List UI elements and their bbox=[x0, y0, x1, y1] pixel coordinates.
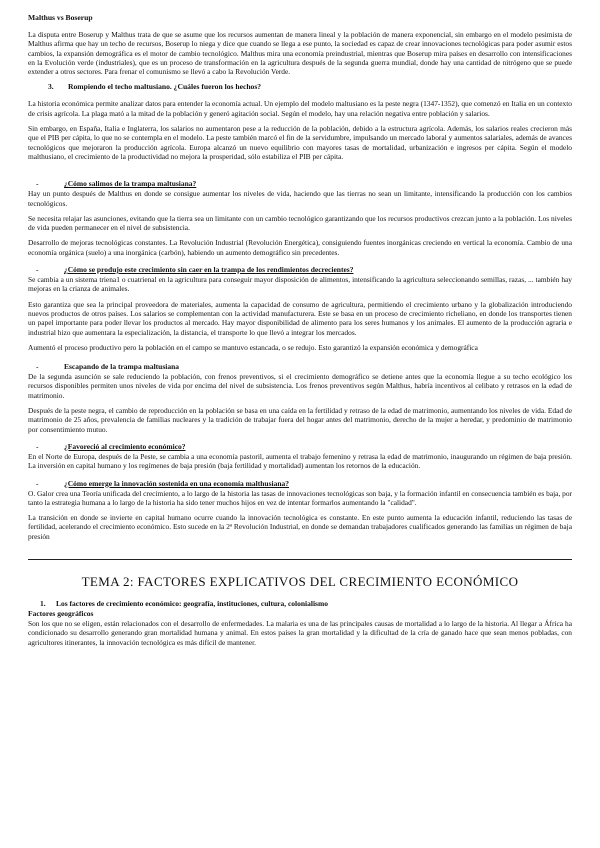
paragraph: Hay un punto después de Malthus en donde se consigue aumentar los niveles de vida, haciendo que las tierras no sean un limitante, intensificando la producción con los cambios tecnológicos. bbox=[28, 189, 572, 208]
subheading-factores-geograficos: Factores geográficos bbox=[28, 608, 94, 618]
question-heading-3 bbox=[36, 362, 572, 371]
paragraph: Aumentó el proceso productivo pero la población en el campo se mantuvo estancada, o se redujo. Esto garantizó la expansión económica y demográfica bbox=[28, 342, 478, 352]
question-heading-5 bbox=[36, 479, 572, 488]
paragraph: O. Galor crea una Teoría unificada del crecimiento, a lo largo de la historia las tasas de innovaciones tecnológicas son baja, y la formación infantil en consecuencia también es baja, por tanto la estrategia humana a lo largo de la historia ha sido tener muchos hijos en vez de intentar formarlos aumentando la "calidad". bbox=[28, 488, 572, 507]
question-heading-text: ¿Cómo salimos de la trampa maltusiana? bbox=[64, 179, 197, 189]
bullet-dash: - bbox=[36, 179, 39, 189]
paragraph: Se necesita relajar las asunciones, evitando que la tierra sea un limitante con un cambio tecnológico garantizando que los recursos productivos crezcan junto a la población. Los niveles de vida pueden permanecer en el nivel de subsistencia. bbox=[28, 213, 572, 233]
bullet-dash: - bbox=[36, 265, 39, 275]
paragraph: De la segunda asunción se sale reduciendo la población, con frenos preventivos, si el crecimiento demográfico se detiene antes que la economía llegue a su techo ecológico los recursos disponibles permiten unos niveles de vida por encima del nivel de subsistencia. Los frenos preventivos según Malthus, habría incentivos al celibato y retrasos en la edad de matrimonio. bbox=[28, 372, 572, 400]
paragraph: Después de la peste negra, el cambio de reproducción en la población se basa en una caída en la fertilidad y retraso de la edad de matrimonio, aumentando los niveles de vida. Edad de matrimonio de 25 años, prevalencia de familias nucleares y la tradición de trabajar fuera del hogar antes del matrimonio, derecho de la mujer a heredar, y predominio de matrimonio por consentimiento mutuo. bbox=[28, 406, 572, 434]
bullet-dash: - bbox=[36, 441, 39, 451]
divider bbox=[28, 559, 572, 560]
section-number: 1. bbox=[40, 598, 46, 608]
paragraph: Son los que no se eligen, están relacionados con el desarrollo de enfermedades. La malaria es una de las principales causas de mortalidad a lo largo de la historia. Al llegar a África ha condicionado su desarrollo generando gran mortalidad humana y animal. En estos países la gran mortalidad y la dificultad de la cría de ganado hace que sean menos pobladas, con agricultores itinerantes, la innovación tecnológica es más difícil de mantener. bbox=[28, 618, 572, 647]
subsection-heading-1 bbox=[40, 599, 572, 608]
subsection-heading-text: Los factores de crecimiento económico: geografía, instituciones, cultura, colonialismo bbox=[56, 598, 328, 608]
section-heading-3 bbox=[48, 82, 572, 91]
question-heading-text: ¿Favoreció al crecimiento económico? bbox=[64, 441, 186, 451]
section-heading-text: Rompiendo el techo maltusiano. ¿Cuáles fueron los hechos? bbox=[68, 82, 262, 92]
paragraph: La disputa entre Boserup y Malthus trata de que se asume que los recursos aumentan de manera lineal y la población de manera exponencial, sin embargo en el modelo pesimista de Malthus afirma que hay un techo de recursos, Boserup lo niega y dice que cuando se llega a ese punto, la sociedad es capaz de crear innovaciones tecnológicas para poder asumir estos cambios, la expansión demográfica es el motor de cambio tecnológico. Malthus mira una economía preindustrial, mientras que Boserup mira países en desarrollo con intensificaciones en la Evolución verde (industriales), que es un proceso de transformación en la agricultura después de la segunda guerra mundial, donde hay una cantidad de nitrógeno que se puede extender a otros sectores. Para frenar el comunismo se llevó a cabo la Revolución Verde. bbox=[28, 30, 572, 77]
question-heading-4 bbox=[36, 442, 572, 451]
question-heading-1 bbox=[36, 179, 572, 188]
question-heading-2 bbox=[36, 265, 572, 274]
chapter-title: TEMA 2: FACTORES EXPLICATIVOS DEL CRECIMIENTO ECONÓMICO bbox=[81, 573, 519, 589]
paragraph: Esto garantiza que sea la principal proveedora de materiales, aumenta la capacidad de consumo de agricultura, permitiendo el crecimiento urbano y la globalización introduciendo nuevos productos de otros países. Los salarios se complementan con la actividad manufacturera. Este se basa en un proceso de crecimiento richeliano, en donde los transportes tienen un papel importante para poder llevar los productos al mercado. Hay mayor disponibilidad de alimento para los seres humanos y los animales. El aumento de la producción agraria e industrial hizo que aumentara la especialización, la distancia, el transporte lo que llevó a integrar los mercados. bbox=[28, 299, 572, 337]
paragraph: Sin embargo, en España, Italia e Inglaterra, los salarios no aumentaron pese a la reducción de la población, debido a la estructura agrícola. Además, los salarios reales crecieron más que el PIB per cápita, lo que no se contempla en el modelo. La peste también marcó el fin de la servidumbre, impulsando un mercado laboral y aumentos salariales, además de avances tecnológicos que mejoraron la producción agrícola. Europa alcanzó un nuevo equilibrio con mayores tasas de mortalidad, urbanización e ingresos per cápita. Según el modelo malthusiano, el crecimiento de la productividad no mejora la prosperidad, sólo estabiliza el PIB per cápita. bbox=[28, 124, 572, 161]
paragraph: La historia económica permite analizar datos para entender la economía actual. Un ejemplo del modelo maltusiano es la peste negra (1347-1352), que comenzó en Italia en un contexto de crisis agrícola. La plaga mató a la mitad de la población y generó agitación social. Según el modelo, hay una relación negativa entre población y salarios. bbox=[28, 99, 572, 118]
paragraph: La transición en donde se invierte en capital humano ocurre cuando la innovación tecnológica es constante. En este punto aumenta la educación infantil, reduciendo las tasas de fertilidad, acelerando el crecimiento económico. Esto sucede en la 2ª Revolución Industrial, en donde se demandan trabajadores cualificados generando las familias un régimen de baja presión bbox=[28, 513, 572, 541]
bullet-dash: - bbox=[36, 478, 39, 488]
question-heading-text: ¿Cómo emerge la innovación sostenida en una economía malthusiana? bbox=[64, 478, 290, 488]
bullet-dash: - bbox=[36, 362, 39, 372]
section-title-malthus-boserup: Malthus vs Boserup bbox=[28, 13, 93, 22]
section-number: 3. bbox=[48, 82, 54, 92]
paragraph: Desarrollo de mejoras tecnológicas constantes. La Revolución Industrial (Revolución Energética), consiguiendo fuentes inorgánicas creciendo en vertical la economía. Cambio de una economía orgánica (suelo) a una inorgánica (carbón), habiendo un aumento demográfico sin precedentes. bbox=[28, 238, 572, 257]
question-heading-text: ¿Cómo se produjo este crecimiento sin caer en la trampa de los rendimientos decrecientes? bbox=[64, 265, 354, 275]
question-heading-text: Escapando de la trampa maltusiana bbox=[64, 362, 180, 372]
paragraph: En el Norte de Europa, después de la Peste, se cambia a una economía pastoril, aumenta el trabajo femenino y retrasa la edad de matrimonio, inaugurando un régimen de baja presión. La inversión en capital humano y los regímenes de baja presión (baja fertilidad y mortalidad) aumentan los retornos de la educación. bbox=[28, 451, 572, 471]
paragraph: Se cambia a un sistema triena1 o cuatrienal en la agricultura para conseguir mayor disposición de alimentos, intensificando la agricultura seleccionando semillas, razas, ... también hay mejoras en la crianza de animales. bbox=[28, 275, 572, 294]
